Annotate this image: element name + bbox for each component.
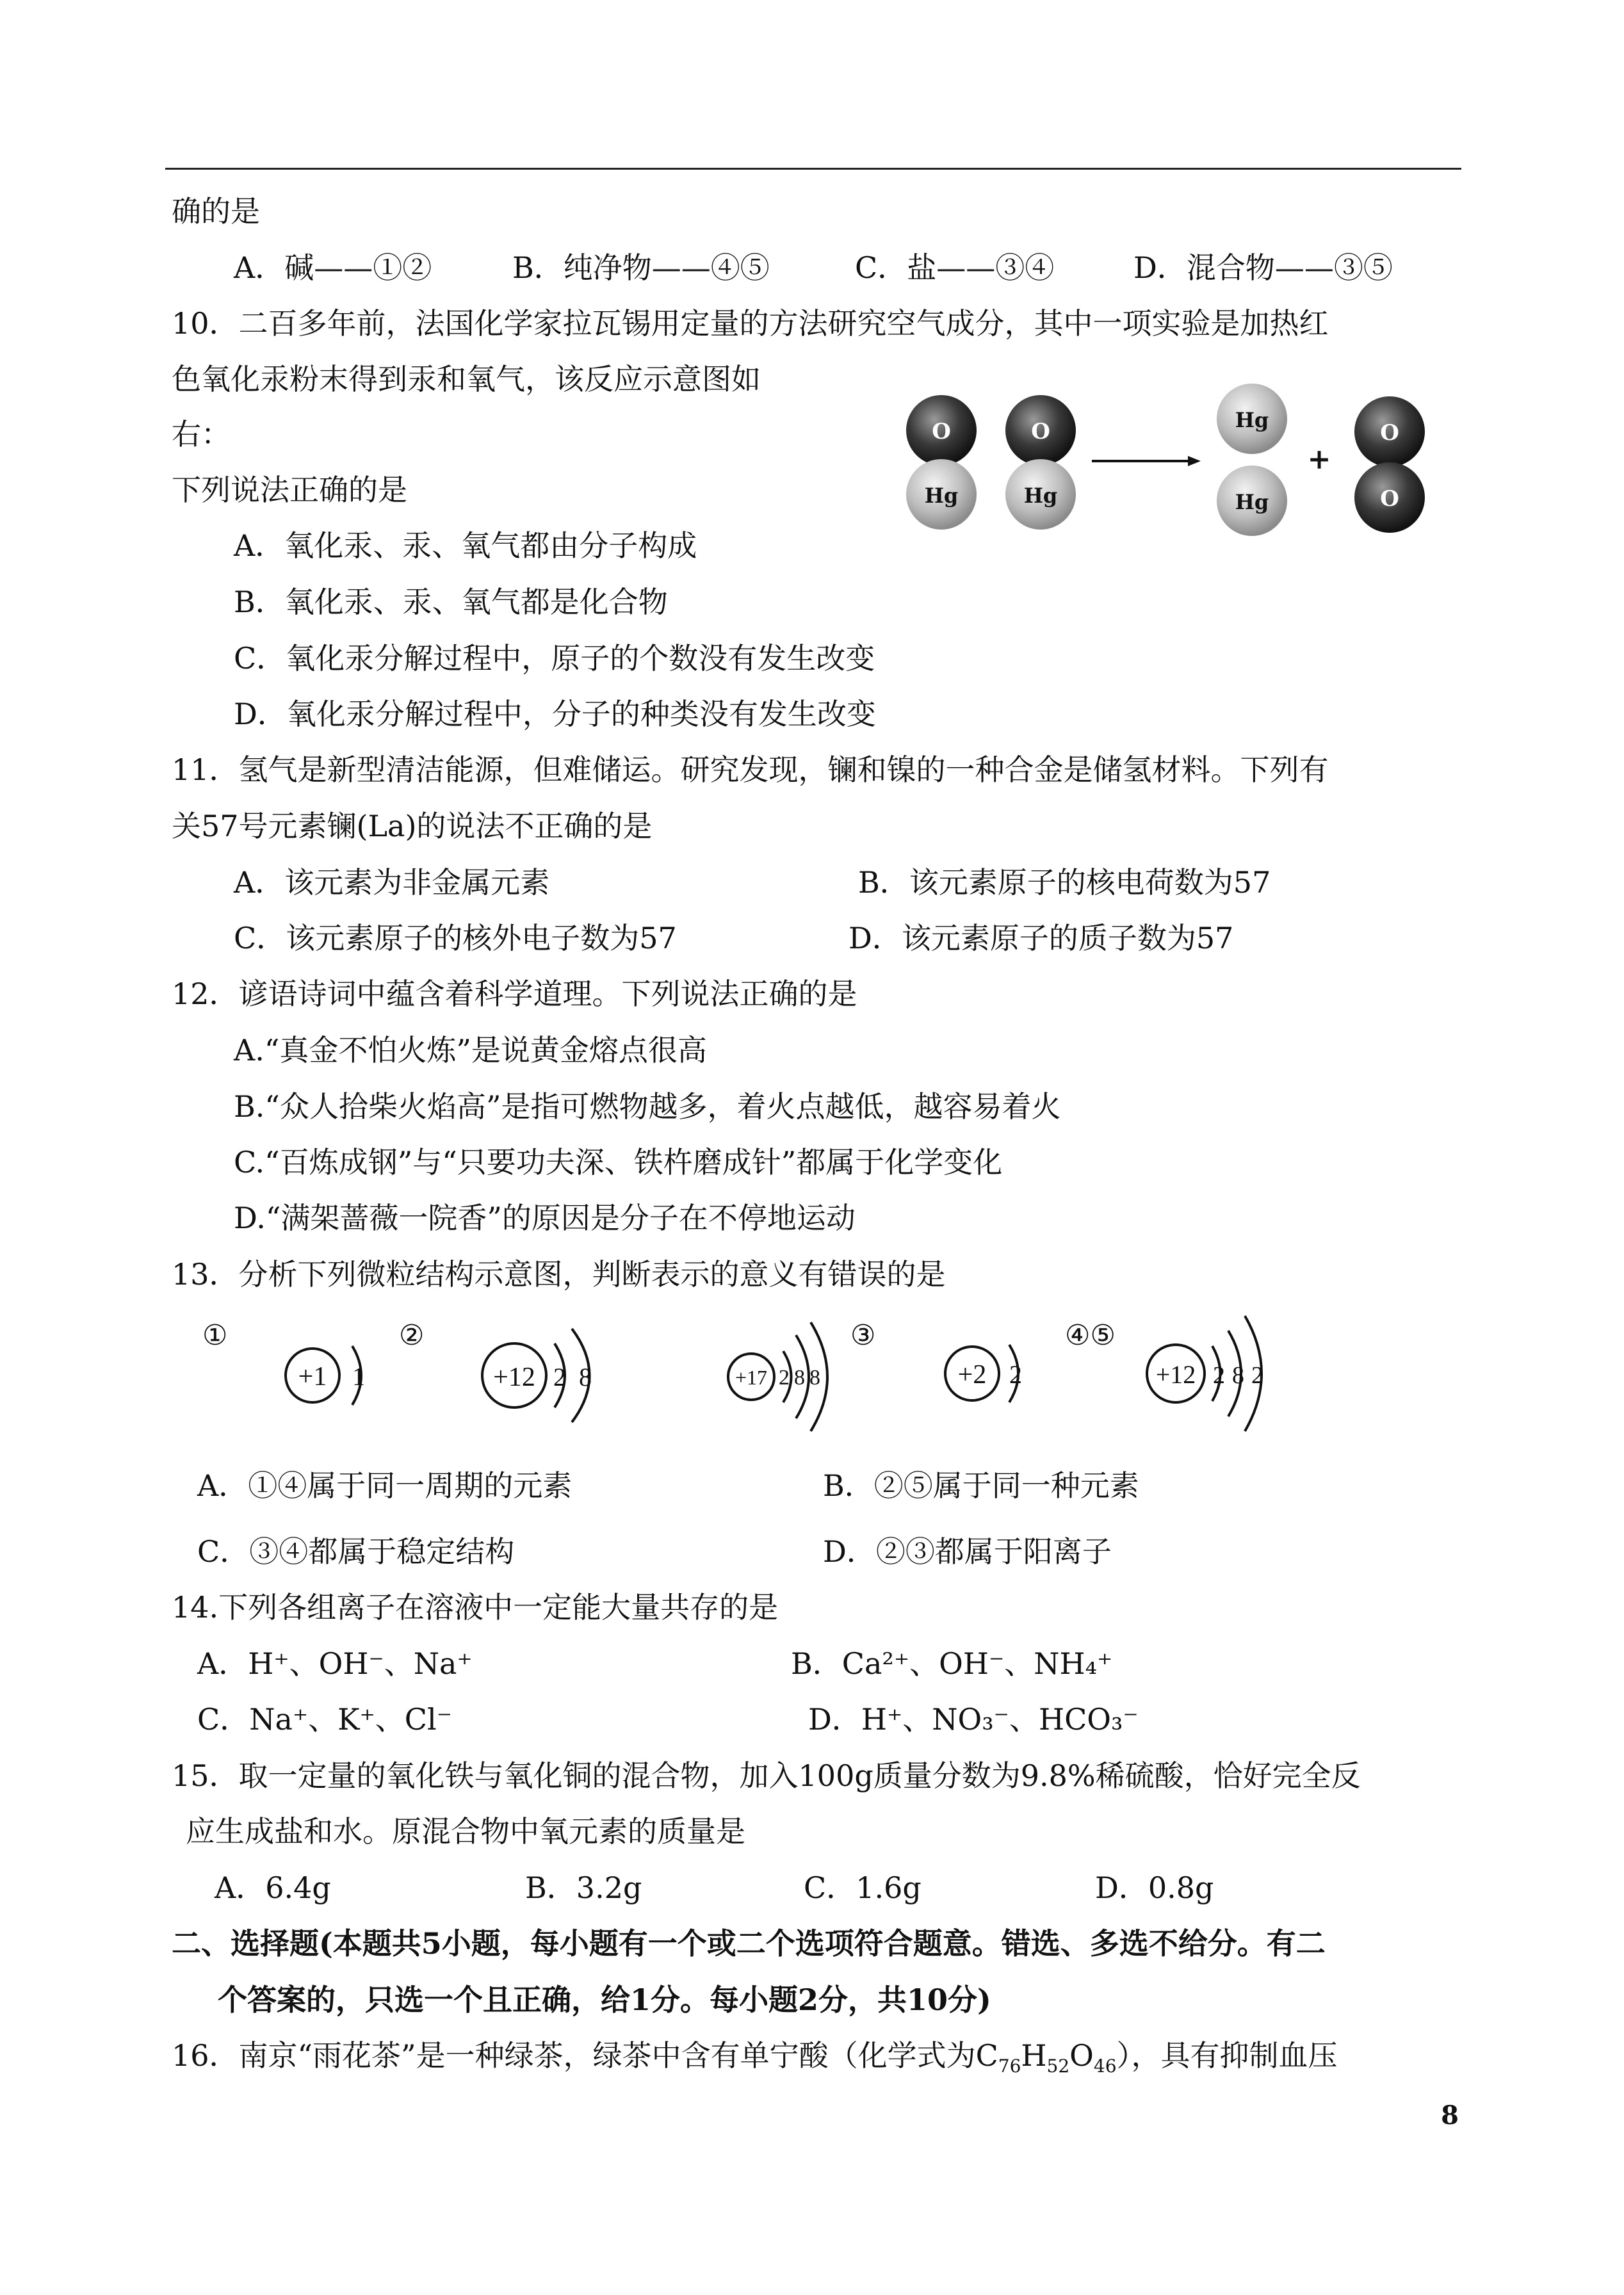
shell-electrons: 8 [1232, 1362, 1244, 1389]
nucleus-charge: +2 [957, 1360, 987, 1390]
q15-option-c: C．1.6g [804, 1870, 922, 1905]
shell-electrons: 2 [1213, 1362, 1225, 1389]
q14-option-c: C．Na⁺、K⁺、Cl⁻ [197, 1702, 452, 1737]
q10-stem-1: 10．二百多年前，法国化学家拉瓦锡用定量的方法研究空气成分，其中一项实验是加热红 [172, 306, 1329, 341]
atom-hg-label: Hg [1023, 483, 1058, 508]
atom-o-label: O [932, 419, 951, 444]
q9-option-a: A．碱——①② [234, 250, 432, 285]
nucleus-charge: +1 [298, 1362, 327, 1391]
atom-o-label: O [1380, 486, 1399, 512]
q12-option-b: B.“众人拾柴火焰高”是指可燃物越多，着火点越低，越容易着火 [234, 1089, 1061, 1124]
q16-stem-pre: 16．南京“雨花茶”是一种绿茶，绿茶中含有单宁酸（化学式为C [172, 2038, 998, 2073]
atom-o-label: O [1031, 419, 1050, 444]
q9-option-c: C．盐——③④ [855, 250, 1055, 285]
q16-stem [172, 2036, 1338, 2086]
q11-option-a: A．该元素为非金属元素 [234, 865, 550, 900]
atom-structure-3 [728, 1322, 827, 1431]
q14-option-b: B．Ca²⁺、OH⁻、NH₄⁺ [791, 1646, 1113, 1681]
q13-option-d: D．②③都属于阳离子 [823, 1534, 1112, 1569]
hgo-molecule-1 [906, 395, 977, 530]
q10-stem-3: 右： [172, 417, 231, 451]
shell-electrons: 2 [1009, 1360, 1022, 1389]
shell-electrons: 2 [553, 1363, 566, 1391]
q10-stem-2: 色氧化汞粉末得到汞和氧气，该反应示意图如 [172, 362, 761, 396]
reaction-arrow [1092, 456, 1201, 466]
shell-electrons: 8 [794, 1366, 805, 1390]
atom-structure-2 [482, 1329, 592, 1422]
hg-atom-1 [1217, 384, 1287, 454]
q11-option-c: C．该元素原子的核外电子数为57 [234, 921, 677, 955]
q15-option-d: D．0.8g [1095, 1870, 1214, 1905]
header-rule [165, 168, 1461, 170]
atom-structure-4 [945, 1345, 1022, 1402]
q10-option-b: B．氧化汞、汞、氧气都是化合物 [234, 585, 668, 619]
q14-option-a: A．H⁺、OH⁻、Na⁺ [197, 1646, 473, 1681]
q15-option-a: A．6.4g [215, 1870, 331, 1905]
hgo-molecule-2 [1005, 395, 1076, 530]
q11-stem-1: 11．氢气是新型清洁能源，但难储运。研究发现，镧和镍的一种合金是储氢材料。下列有 [172, 752, 1329, 787]
atom-label-1: ① [202, 1320, 228, 1351]
q12-option-c: C.“百炼成钢”与“只要功夫深、铁杵磨成针”都属于化学变化 [234, 1145, 1003, 1180]
q11-option-d: D．该元素原子的质子数为57 [849, 921, 1234, 955]
nucleus-charge: +12 [1155, 1360, 1196, 1389]
shell-electrons: 1 [352, 1362, 365, 1391]
page-number: 8 [1441, 2100, 1459, 2130]
q10-option-c: C．氧化汞分解过程中，原子的个数没有发生改变 [234, 641, 875, 676]
q10-option-a: A．氧化汞、汞、氧气都由分子构成 [234, 528, 697, 563]
shell-electrons: 8 [579, 1363, 592, 1391]
atom-hg-label: Hg [924, 483, 959, 508]
shell-electrons: 2 [1251, 1362, 1263, 1389]
atom-o-label: O [1380, 420, 1399, 446]
q14-stem: 14.下列各组离子在溶液中一定能大量共存的是 [172, 1590, 779, 1625]
q9-option-d: D．混合物——③⑤ [1133, 250, 1393, 285]
reaction-diagram [897, 379, 1473, 565]
q16-stem-post: ），具有抑制血压 [1116, 2038, 1338, 2073]
shell-electrons: 2 [779, 1366, 790, 1390]
q15-stem-1: 15．取一定量的氧化铁与氧化铜的混合物，加入100g质量分数为9.8%稀硫酸，恰好完全反 [172, 1758, 1361, 1793]
q11-stem-2: 关57号元素镧(La)的说法不正确的是 [172, 809, 653, 843]
q12-option-d: D.“满架蔷薇一院香”的原因是分子在不停地运动 [234, 1201, 856, 1235]
atom-hg-label: Hg [1235, 408, 1269, 432]
o2-molecule [1354, 396, 1425, 533]
q13-option-c: C．③④都属于稳定结构 [197, 1534, 515, 1569]
atom-hg-label: Hg [1235, 490, 1269, 514]
hg-atom-2 [1217, 466, 1287, 536]
plus-sign: + [1307, 443, 1331, 476]
q10-stem-4: 下列说法正确的是 [172, 473, 407, 507]
section-2-heading-1: 二、选择题(本题共5小题，每小题有一个或二个选项符合题意。错选、多选不给分。有二 [172, 1926, 1326, 1961]
q12-stem: 12．谚语诗词中蕴含着科学道理。下列说法正确的是 [172, 977, 857, 1011]
q9-stem-end: 确的是 [172, 194, 260, 229]
q13-option-a: A．①④属于同一周期的元素 [197, 1468, 572, 1503]
atom-label-2: ② [399, 1320, 425, 1351]
atom-label-3: ③ [850, 1320, 876, 1351]
atom-structure-1 [286, 1346, 365, 1405]
nucleus-charge: +12 [493, 1363, 535, 1392]
nucleus-charge: +17 [735, 1366, 768, 1389]
formula-h-symbol: H [1021, 2038, 1047, 2073]
shell-electrons: 8 [809, 1366, 820, 1390]
q10-option-d: D．氧化汞分解过程中，分子的种类没有发生改变 [234, 697, 876, 731]
atom-structure-5 [1147, 1316, 1263, 1431]
q9-option-b: B．纯净物——④⑤ [512, 250, 770, 285]
atom-label-45: ④⑤ [1065, 1320, 1116, 1351]
formula-o-count: 46 [1093, 2056, 1117, 2077]
section-2-heading-2: 个答案的，只选一个且正确，给1分。每小题2分，共10分) [218, 1983, 991, 2017]
formula-h-count: 52 [1046, 2056, 1070, 2077]
q14-option-d: D．H⁺、NO₃⁻、HCO₃⁻ [808, 1702, 1139, 1737]
q11-option-b: B．该元素原子的核电荷数为57 [858, 865, 1271, 900]
atom-structure-diagrams [172, 1306, 1452, 1454]
q13-option-b: B．②⑤属于同一种元素 [823, 1468, 1139, 1503]
formula-c-count: 76 [998, 2056, 1021, 2077]
q12-option-a: A.“真金不怕火炼”是说黄金熔点很高 [234, 1033, 707, 1067]
q15-option-b: B．3.2g [525, 1870, 642, 1905]
q15-stem-2: 应生成盐和水。原混合物中氧元素的质量是 [186, 1814, 745, 1849]
formula-o-symbol: O [1069, 2038, 1094, 2073]
q13-stem: 13．分析下列微粒结构示意图，判断表示的意义有错误的是 [172, 1257, 946, 1292]
